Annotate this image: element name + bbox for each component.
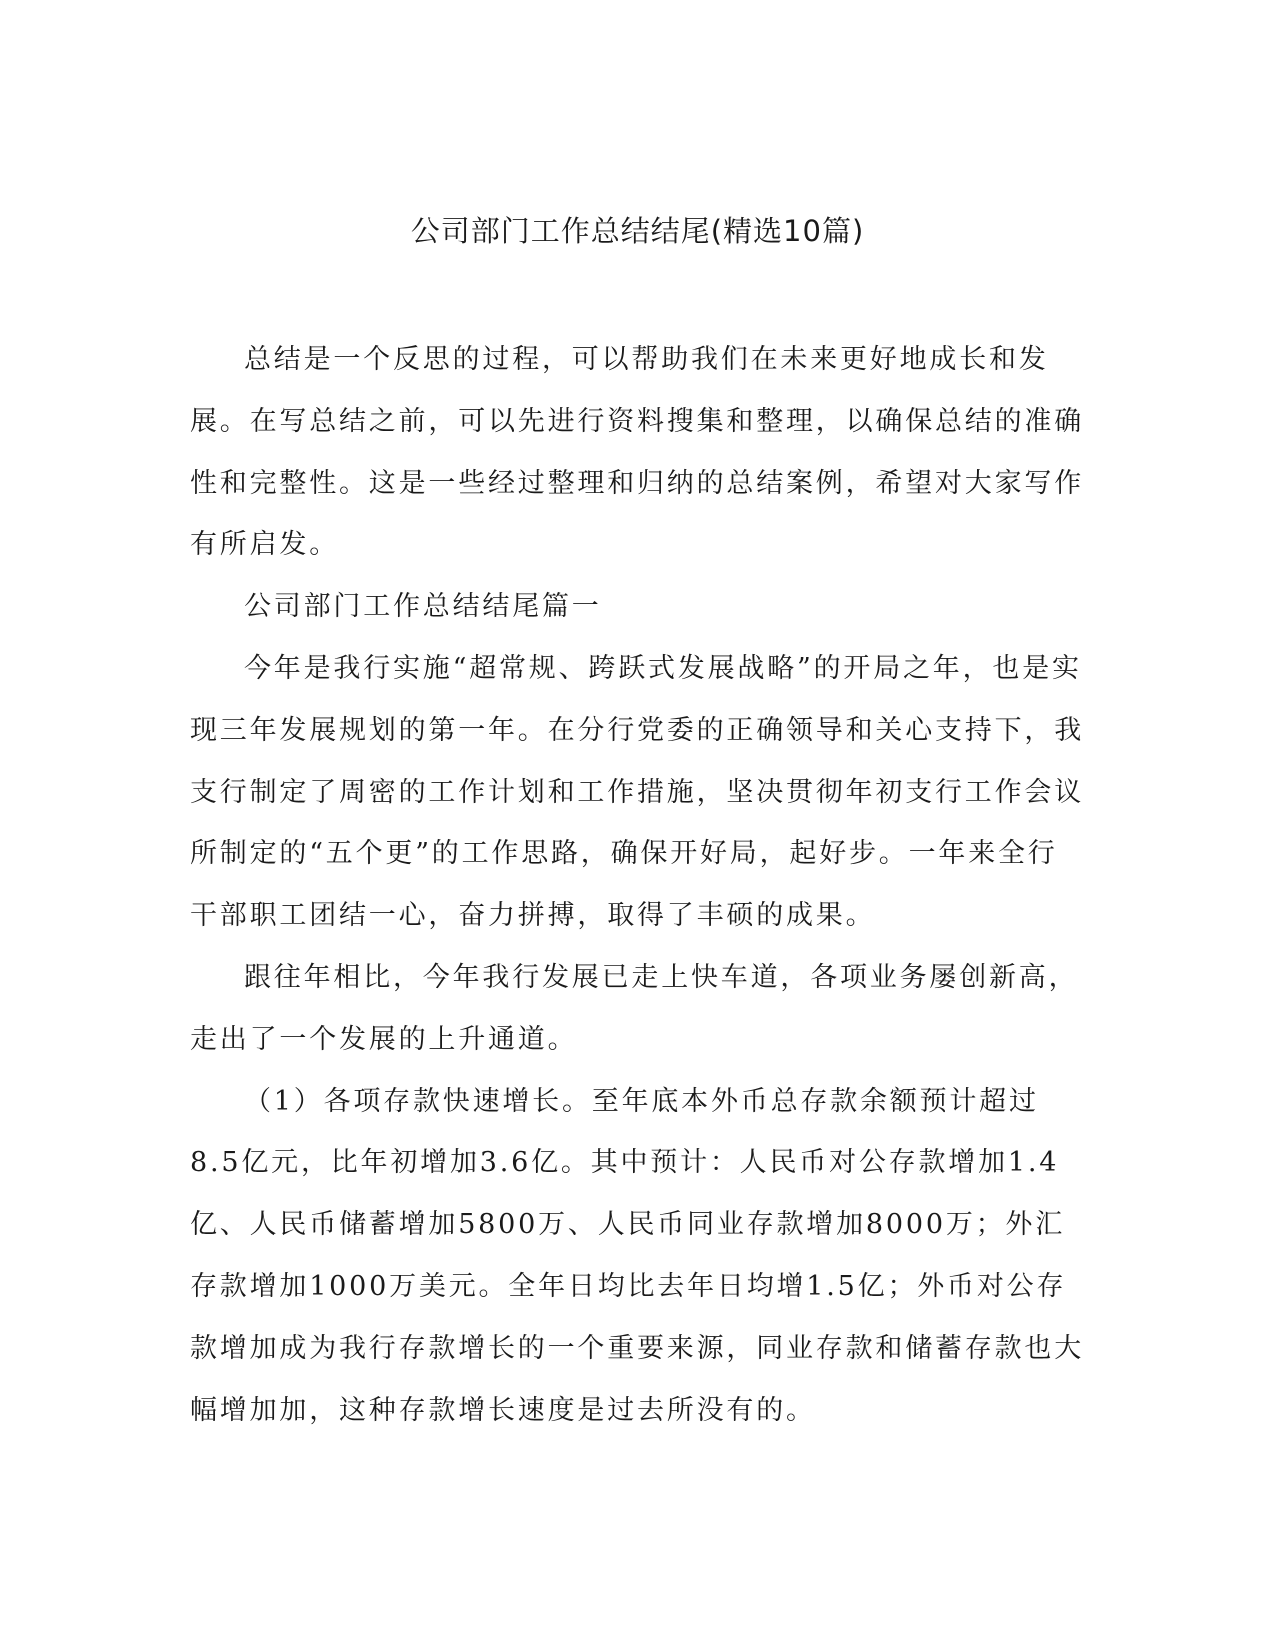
document-title: 公司部门工作总结结尾(精选10篇) (410, 214, 865, 248)
intro-paragraph: 总结是一个反思的过程，可以帮助我们在未来更好地成长和发展。在写总结之前，可以先进行资料搜集和整理，以确保总结的准确性和完整性。这是一些经过整理和归纳的总结案例，希望对大家写作有所启发。 (190, 344, 1084, 561)
body-paragraph: （1）各项存款快速增长。至年底本外币总存款余额预计超过8.5亿元，比年初增加3.6亿。其中预计：人民币对公存款增加1.4亿、人民币储蓄增加5800万、人民币同业存款增加8000万；外汇存款增加1000万美元。全年日均比去年日均增1.5亿；外币对公存款增加成为我行存款增长的一个重要来源，同业存款和储蓄存款也大幅增加加，这种存款增长速度是过去所没有的。 (190, 1085, 1084, 1426)
section-heading: 公司部门工作总结结尾篇一 (244, 591, 602, 623)
body-paragraph: 跟往年相比，今年我行发展已走上快车道，各项业务屡创新高，走出了一个发展的上升通道。 (190, 961, 1079, 1055)
document-body (190, 329, 1086, 1441)
body-paragraph: 今年是我行实施“超常规、跨跃式发展战略”的开局之年，也是实现三年发展规划的第一年。在分行党委的正确领导和关心支持下，我支行制定了周密的工作计划和工作措施，坚决贯彻年初支行工作会议所制定的“五个更”的工作思路，确保开好局，起好步。一年来全行干部职工团结一心，奋力拼搏，取得了丰硕的成果。 (190, 652, 1084, 932)
